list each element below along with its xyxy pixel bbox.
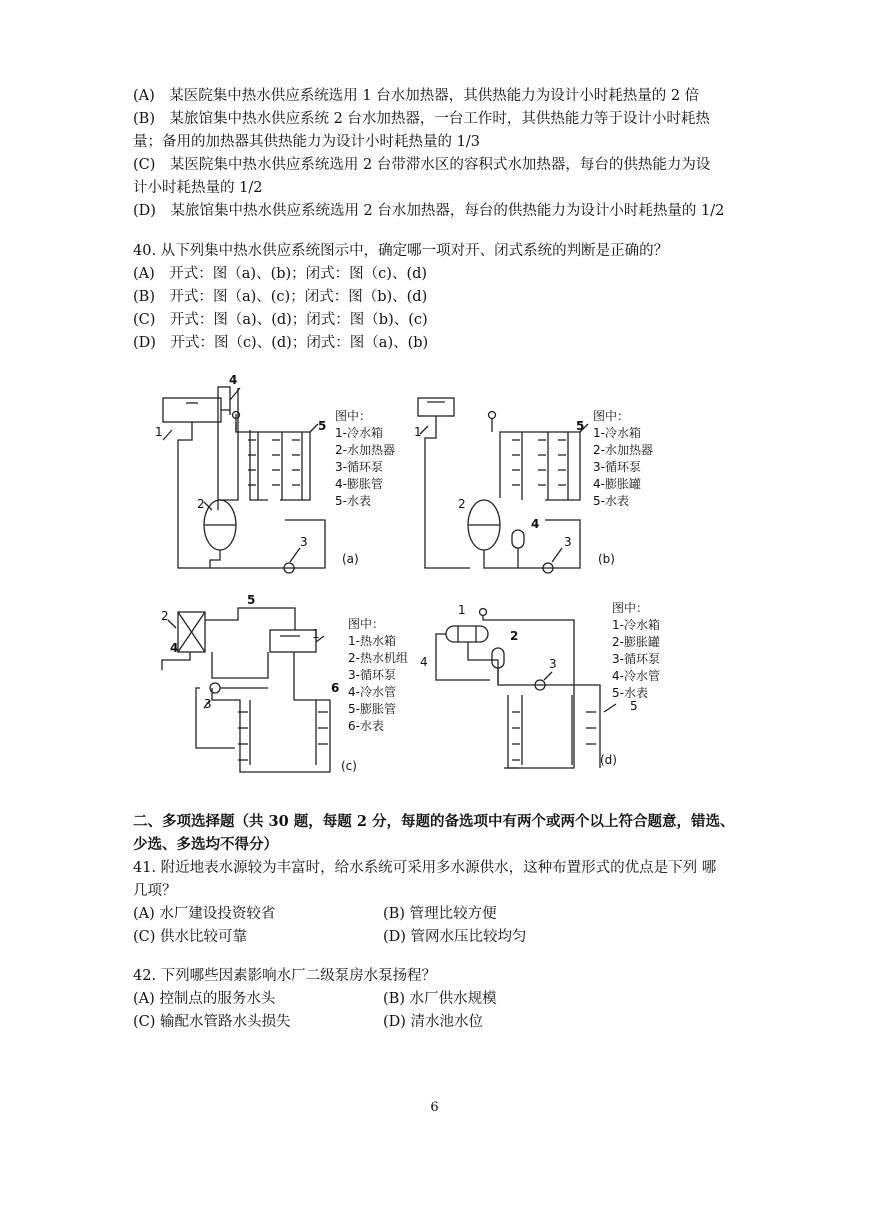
q42-stem: 42. 下列哪些因素影响水厂二级泵房水泵扬程？ bbox=[133, 968, 437, 984]
q41-option-b: (B) 管理比较方便 bbox=[383, 906, 497, 922]
q39-option-a: (A) 某医院集中热水供应系统选用 1 台水加热器，其供热能力为设计小时耗热量的 2 倍 bbox=[133, 88, 700, 104]
fig-b-num-1: 1 bbox=[414, 425, 422, 439]
figure-d bbox=[436, 609, 616, 769]
fig-b-legend-1: 1-冷水箱 bbox=[593, 426, 641, 440]
fig-a-legend-4: 4-膨胀管 bbox=[335, 477, 383, 491]
fig-c-legend-5: 5-膨胀管 bbox=[348, 702, 396, 716]
fig-b-label: (b) bbox=[598, 552, 615, 566]
fig-d-num-2: 2 bbox=[510, 629, 519, 643]
fig-c-num-6: 6 bbox=[331, 681, 340, 695]
section2-title-line1: 二、多项选择题（共 30 题，每题 2 分，每题的备选项中有两个或两个以上符合题意，错选、 bbox=[133, 813, 735, 830]
fig-d-label: (d) bbox=[600, 753, 617, 767]
q42-option-b: (B) 水厂供水规模 bbox=[383, 991, 497, 1007]
fig-c-legend-2: 2-热水机组 bbox=[348, 651, 408, 665]
section2-title-line2: 少选、多选均不得分） bbox=[133, 836, 278, 853]
fig-b-legend-0: 图中： bbox=[593, 409, 630, 423]
fig-a-num-2: 2 bbox=[197, 497, 205, 511]
fig-d-legend-2: 2-膨胀罐 bbox=[612, 635, 660, 649]
fig-a-num-4: 4 bbox=[229, 373, 238, 387]
q39-option-b-line1: (B) 某旅馆集中热水供应系统 2 台水加热器，一台工作时，其供热能力等于设计小时耗热 bbox=[133, 111, 710, 127]
figure-b bbox=[418, 398, 588, 573]
q39-option-b-line2: 量；备用的加热器其供热能力为设计小时耗热量的 1/3 bbox=[133, 134, 480, 150]
page-number: 6 bbox=[430, 1100, 439, 1115]
fig-c-num-4: 4 bbox=[170, 641, 179, 655]
q40-option-c: (C) 开式：图（a)、(d)；闭式：图（b)、(c) bbox=[133, 312, 428, 328]
fig-d-legend-0: 图中： bbox=[612, 601, 649, 615]
q41-option-d: (D) 管网水压比较均匀 bbox=[383, 929, 527, 945]
fig-a-legend-2: 2-水加热器 bbox=[335, 443, 395, 457]
q41-stem-line2: 几项？ bbox=[133, 883, 177, 899]
figure-c bbox=[162, 608, 330, 772]
fig-d-legend-5: 5-水表 bbox=[612, 686, 648, 700]
fig-a-legend-3: 3-循环泵 bbox=[335, 460, 383, 474]
fig-b-num-2: 2 bbox=[458, 497, 466, 511]
fig-a-legend-5: 5-水表 bbox=[335, 494, 371, 508]
fig-a-legend-1: 1-冷水箱 bbox=[335, 426, 383, 440]
fig-a-legend-0: 图中： bbox=[335, 409, 372, 423]
fig-c-num-1: 1 bbox=[312, 627, 320, 641]
fig-d-num-5: 5 bbox=[630, 699, 638, 713]
q40-option-a: (A) 开式：图（a)、(b)；闭式：图（c)、(d) bbox=[133, 266, 428, 282]
fig-a-num-5: 5 bbox=[318, 419, 327, 433]
q41-option-a: (A) 水厂建设投资较省 bbox=[133, 906, 276, 922]
fig-c-num-2: 2 bbox=[161, 609, 169, 623]
fig-c-num-3: 3 bbox=[204, 697, 212, 711]
fig-b-num-3: 3 bbox=[564, 535, 572, 549]
fig-b-legend-3: 3-循环泵 bbox=[593, 460, 641, 474]
fig-d-num-3: 3 bbox=[549, 657, 557, 671]
q40-option-d: (D) 开式：图（c)、(d)；闭式：图（a)、(b) bbox=[133, 335, 429, 351]
fig-c-legend-3: 3-循环泵 bbox=[348, 668, 396, 682]
fig-a-label: (a) bbox=[342, 552, 359, 566]
fig-a-num-1: 1 bbox=[155, 425, 163, 439]
fig-a-num-3: 3 bbox=[300, 535, 308, 549]
q40-stem: 40. 从下列集中热水供应系统图示中，确定哪一项对开、闭式系统的判断是正确的？ bbox=[133, 243, 669, 259]
q41-option-c: (C) 供水比较可靠 bbox=[133, 929, 248, 945]
fig-c-num-5: 5 bbox=[247, 593, 256, 607]
q41-stem-line1: 41. 附近地表水源较为丰富时，给水系统可采用多水源供水，这种布置形式的优点是下列 哪 bbox=[133, 860, 717, 876]
fig-b-legend-4: 4-膨胀罐 bbox=[593, 477, 641, 491]
q39-option-c-line2: 计小时耗热量的 1/2 bbox=[133, 180, 263, 196]
fig-b-legend-5: 5-水表 bbox=[593, 494, 629, 508]
fig-c-label: (c) bbox=[341, 759, 357, 773]
fig-d-legend-4: 4-冷水管 bbox=[612, 669, 660, 683]
q40-option-b: (B) 开式：图（a)、(c)；闭式：图（b)、(d) bbox=[133, 289, 428, 305]
fig-c-legend-6: 6-水表 bbox=[348, 719, 384, 733]
fig-d-legend-1: 1-冷水箱 bbox=[612, 618, 660, 632]
fig-b-num-5: 5 bbox=[576, 419, 585, 433]
q42-option-a: (A) 控制点的服务水头 bbox=[133, 991, 276, 1007]
q42-option-d: (D) 清水池水位 bbox=[383, 1014, 484, 1030]
fig-d-legend-3: 3-循环泵 bbox=[612, 652, 660, 666]
fig-c-legend-1: 1-热水箱 bbox=[348, 634, 396, 648]
fig-c-legend-0: 图中： bbox=[348, 617, 385, 631]
q39-option-d: (D) 某旅馆集中热水供应系统选用 2 台水加热器，每台的供热能力为设计小时耗热量的 1/2 bbox=[133, 203, 725, 219]
fig-d-num-1: 1 bbox=[458, 603, 466, 617]
q39-option-c-line1: (C) 某医院集中热水供应系统选用 2 台带滞水区的容积式水加热器，每台的供热能力为设 bbox=[133, 157, 711, 173]
fig-d-num-4: 4 bbox=[420, 655, 428, 669]
fig-b-legend-2: 2-水加热器 bbox=[593, 443, 653, 457]
q42-option-c: (C) 输配水管路水头损失 bbox=[133, 1014, 291, 1030]
fig-b-num-4: 4 bbox=[531, 517, 540, 531]
fig-c-legend-4: 4-冷水管 bbox=[348, 685, 396, 699]
